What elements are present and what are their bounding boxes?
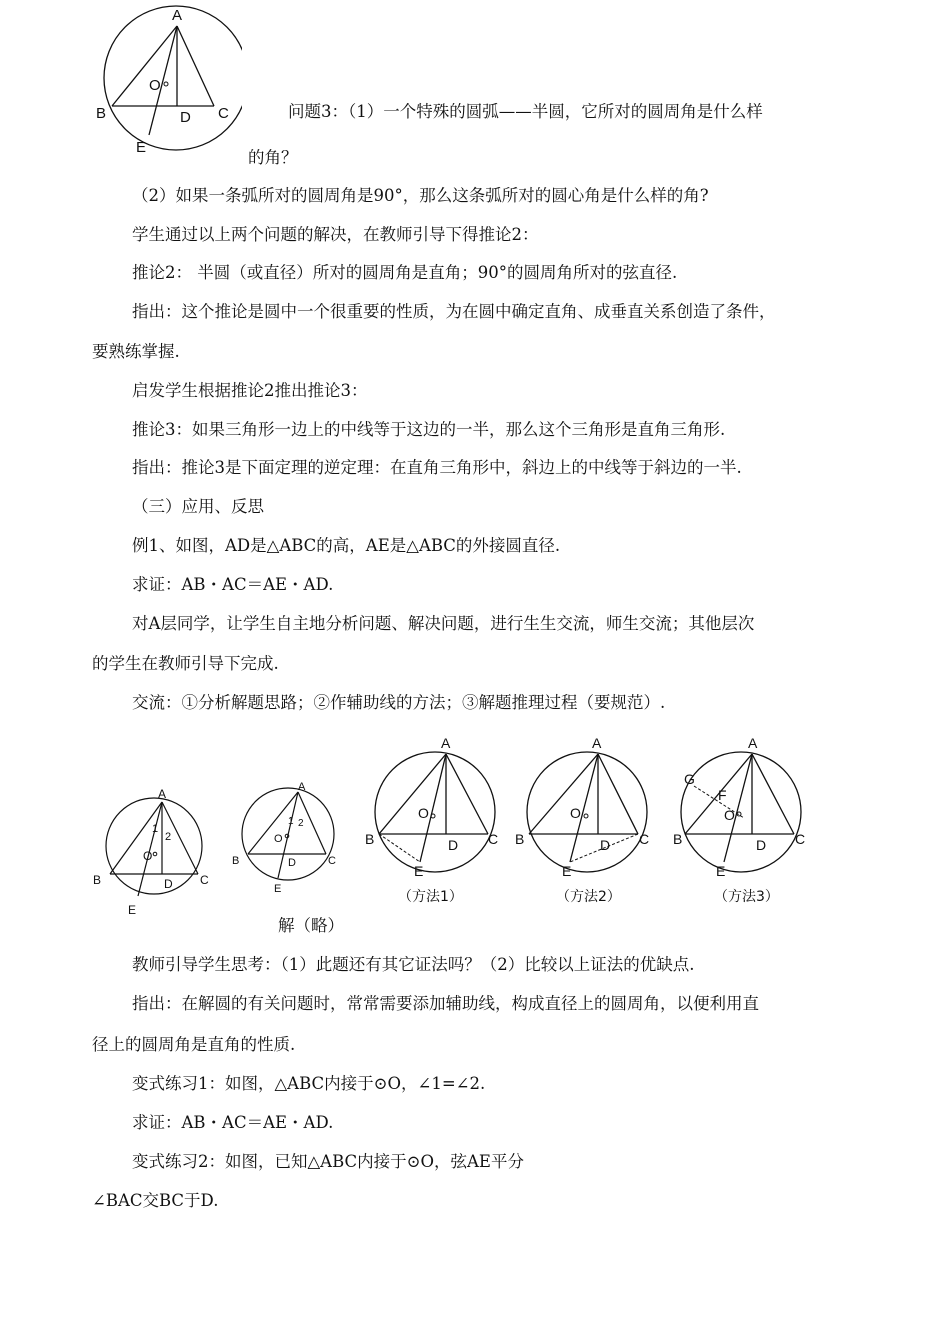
- point-label-o: O: [149, 77, 161, 94]
- text-line-20: 变式练习1：如图，△ABC内接于⊙O，∠1=∠2.: [132, 1074, 486, 1093]
- text-line-12: 求证：AB・AC＝AE・AD.: [132, 575, 334, 594]
- text-line-23: ∠BAC交BC于D.: [92, 1191, 219, 1210]
- text-line-21: 求证：AB・AC＝AE・AD.: [132, 1113, 334, 1132]
- point-label-d: D: [164, 877, 173, 891]
- point-label-f: F: [718, 787, 727, 803]
- point-label-a: A: [748, 735, 758, 751]
- point-label-d: D: [756, 837, 767, 853]
- figure-variant-1: [90, 788, 215, 918]
- text-line-19: 径上的圆周角是直角的性质.: [92, 1035, 296, 1054]
- point-label-e: E: [136, 139, 147, 156]
- figure-method-2: [512, 734, 662, 884]
- angle-label-2: 2: [165, 831, 172, 843]
- figure-method-3: [668, 734, 818, 884]
- point-label-a: A: [298, 781, 306, 793]
- text-line-18: 指出：在解圆的有关问题时，常常需要添加辅助线，构成直径上的圆周角，以便利用直: [132, 994, 759, 1013]
- figure-variant-2: [228, 780, 343, 900]
- point-label-d: D: [600, 837, 611, 853]
- text-line-7: 启发学生根据推论2推出推论3：: [132, 381, 368, 400]
- angle-label-1: 1: [288, 816, 294, 827]
- text-line-5: 指出：这个推论是圆中一个很重要的性质，为在圆中确定直角、成垂直关系创造了条件，: [132, 302, 776, 321]
- point-label-g: G: [684, 771, 695, 787]
- point-label-o: O: [570, 805, 581, 821]
- point-label-e: E: [128, 903, 137, 917]
- point-label-b: B: [365, 831, 375, 847]
- point-label-o: O: [418, 805, 429, 821]
- text-line-16: 解（略）: [278, 916, 344, 935]
- point-label-e: E: [562, 863, 572, 879]
- text-line-11: 例1、如图，AD是△ABC的高，AE是△ABC的外接圆直径.: [132, 536, 561, 555]
- caption-method-2: （方法2）: [556, 889, 621, 905]
- point-label-d: D: [288, 857, 296, 869]
- point-label-b: B: [93, 873, 102, 887]
- point-label-c: C: [200, 873, 209, 887]
- text-line-22: 变式练习2：如图，已知△ABC内接于⊙O，弦AE平分: [132, 1152, 524, 1171]
- point-label-c: C: [328, 855, 336, 867]
- text-line-3: 学生通过以上两个问题的解决，在教师引导下得推论2：: [132, 225, 539, 244]
- point-label-b: B: [96, 105, 107, 122]
- text-line-4: 推论2： 半圆（或直径）所对的圆周角是直角；90°的圆周角所对的弦直径.: [132, 263, 678, 282]
- point-label-c: C: [488, 831, 499, 847]
- caption-method-3: （方法3）: [714, 889, 779, 905]
- point-label-b: B: [232, 855, 240, 867]
- angle-label-1: 1: [152, 823, 159, 835]
- point-label-d: D: [180, 109, 191, 126]
- point-label-a: A: [172, 7, 183, 24]
- text-line-14: 的学生在教师引导下完成.: [92, 654, 279, 673]
- figure-top-circle: [92, 0, 242, 160]
- point-label-a: A: [158, 788, 167, 801]
- text-line-2: （2）如果一条弧所对的圆周角是90°，那么这条弧所对的圆心角是什么样的角?: [132, 186, 709, 205]
- text-line-8: 推论3：如果三角形一边上的中线等于这边的一半，那么这个三角形是直角三角形.: [132, 420, 726, 439]
- point-label-c: C: [639, 831, 650, 847]
- text-line-9: 指出：推论3是下面定理的逆定理：在直角三角形中，斜边上的中线等于斜边的一半.: [132, 458, 742, 477]
- point-label-b: B: [515, 831, 525, 847]
- text-line-6: 要熟练掌握.: [92, 342, 180, 361]
- caption-method-1: （方法1）: [398, 889, 463, 905]
- text-line-10: （三）应用、反思: [132, 497, 264, 516]
- point-label-o: O: [274, 833, 283, 845]
- point-label-a: A: [441, 735, 451, 751]
- text-line-17: 教师引导学生思考：（1）此题还有其它证法吗？（2）比较以上证法的优缺点.: [132, 955, 695, 974]
- text-line-0: 问题3：（1）一个特殊的圆弧——半圆，它所对的圆周角是什么样: [288, 102, 763, 121]
- point-label-o: O: [143, 849, 153, 863]
- point-label-e: E: [274, 883, 282, 895]
- text-line-15: 交流：①分析解题思路；②作辅助线的方法；③解题推理过程（要规范）.: [132, 693, 666, 712]
- angle-label-2: 2: [298, 818, 304, 829]
- point-label-c: C: [218, 105, 229, 122]
- text-line-13: 对A层同学，让学生自主地分析问题、解决问题，进行生生交流，师生交流；其他层次: [132, 614, 755, 633]
- point-label-d: D: [448, 837, 459, 853]
- text-line-1: 的角？: [248, 148, 298, 167]
- point-label-e: E: [414, 863, 424, 879]
- point-label-c: C: [795, 831, 806, 847]
- point-label-o: O: [724, 807, 735, 823]
- point-label-e: E: [716, 863, 726, 879]
- point-label-a: A: [592, 735, 602, 751]
- point-label-b: B: [673, 831, 683, 847]
- figure-method-1: [362, 734, 512, 884]
